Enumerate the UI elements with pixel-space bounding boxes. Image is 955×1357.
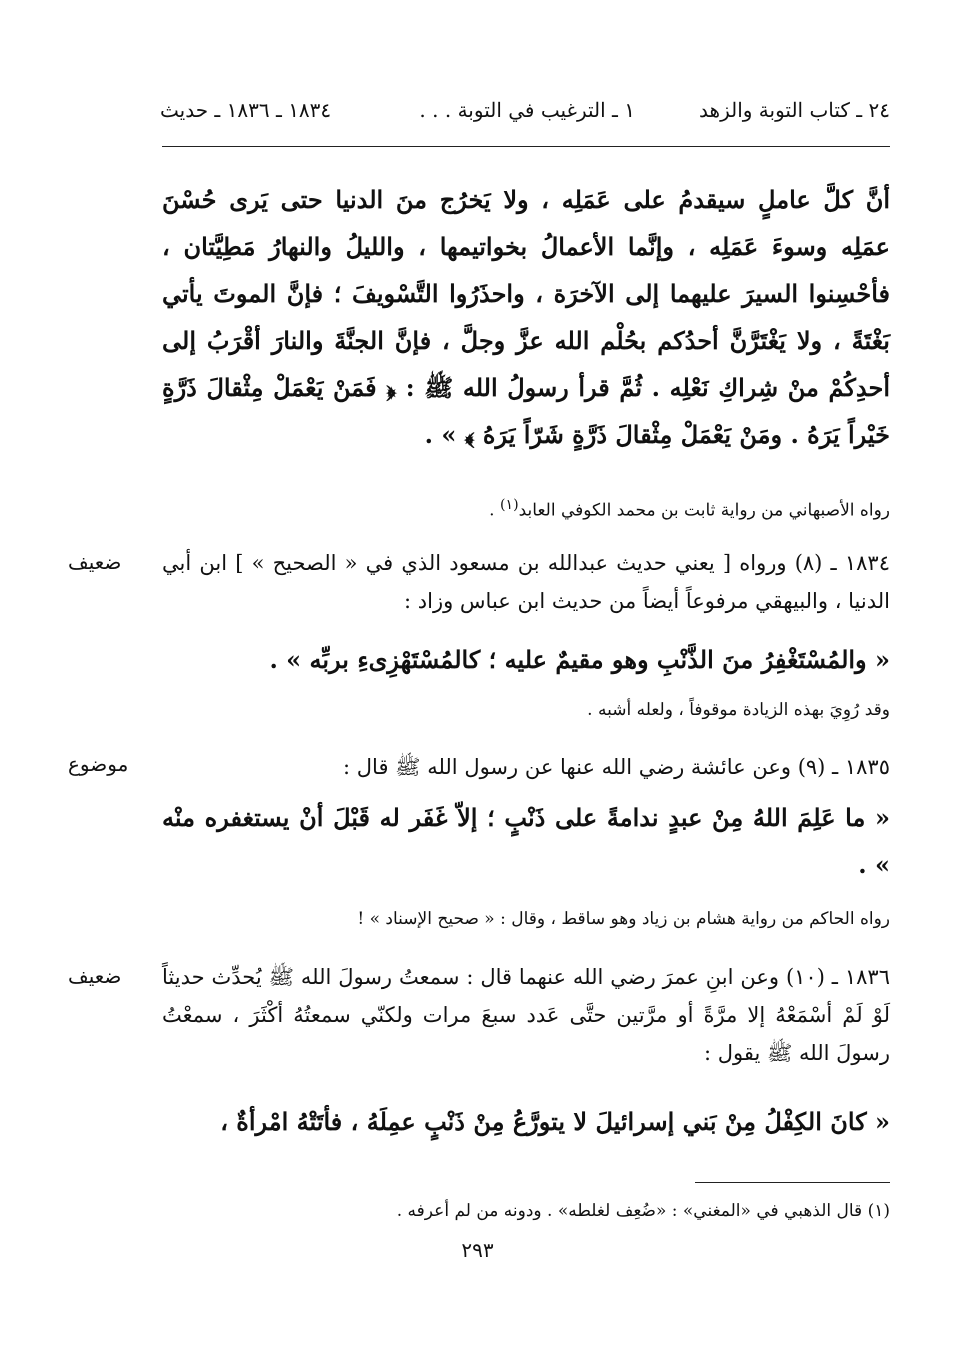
header-rule [162,146,890,147]
hadith-1834-text: « والمُسْتَغْفِرُ منَ الذَّنْبِ وهو مقيمٌ عليه ؛ كالمُسْتَهْزِىءِ بربِّه » . [269,645,890,674]
grade-1835: موضوع [68,752,129,776]
hadith-1836-intro: ١٨٣٦ ـ (١٠) وعن ابنِ عمرَ رضي الله عنهما قال : سمعتُ رسولَ الله ﷺ يُحدِّث حديثاً لَوْ لَمْ أسْمَعْهُ إلا مرَّةً أو مرَّتين حتَّى عَدد سبعَ مرات ولكنّي سمعتُهُ أكْثَرَ ، سمعْتُ رسولَ الله ﷺ يقول : [162,965,890,1065]
hadith-1834-intro: ١٨٣٤ ـ (٨) ورواه [ يعني حديث عبدالله بن مسعود الذي في « الصحيح » ] ابن أبي الدنيا ، والبيهقي مرفوعاً أيضاً من حديث ابن عباس وزاد : [162,551,890,613]
source-end: . [489,500,500,521]
hadith-1836-text: « كانَ الكِفْلُ مِنْ بَني إسرائيلَ لا يتورَّعُ مِنْ ذَنْبٍ عمِلَهُ ، فأتَتْهُ امْرأةٌ ، [220,1107,890,1136]
footnote-ref: (١) [499,497,519,513]
grade-1834: ضعيف [68,550,122,574]
running-header [160,98,890,132]
hadith-1834-note: وقد رُوِيَ بهذه الزيادة موقوفاً ، ولعله أشبه . [587,700,890,720]
hadith-1835-source: رواه الحاكم من رواية هشام بن زياد وهو ساقط ، وقال : « صحيح الإسناد » ! [357,909,890,929]
hadith-1835-text: « ما عَلِمَ اللهُ مِنْ عبدٍ ندامةً على ذَنْبٍ ؛ إلاّ غَفَر له قَبْلَ أنْ يستغفره منْه » . [162,803,890,879]
footnote-rule [695,1182,890,1183]
hadith-1835-intro: ١٨٣٥ ـ (٩) وعن عائشة رضي الله عنها عن رسول الله ﷺ قال : [343,755,890,779]
continuation-text: أنَّ كلَّ عاملٍ سيقدمُ على عَمَلِه ، ولا يَخرُج منَ الدنيا حتى يَرى حُسْنَ عمَلِه وسوءَ عَمَلِه ، وإنَّما الأعمالُ بخواتيمها ، والليلُ والنهارُ مَطِيَّتان ، فأحْسِنوا السيرَ عليهما إلى الآخرَة ، واحذَرُوا التَّسْويفَ ؛ فإنَّ الموتَ يأتي بَغْتَةً ، ولا يَغْتَرَّنَّ أحدُكم بحُلْم الله عزَّ وجلَّ ، فإنَّ الجنَّةَ والنارَ أقْرَبُ إلى أحدِكُمْ منْ شِراكِ نَعْلِه . ثُمَّ قرأ رسولُ الله ﷺ : ﴿ فَمَنْ يَعْمَلْ مِثْقالَ ذَرَّةٍ خَيْراً يَرَهُ . ومَنْ يَعْمَلْ مِثْقالَ ذَرَّةٍ شَرّاً يَرَهُ ﴾ » . [162,185,891,449]
continuation-source [162,490,890,526]
header-section: ١ ـ الترغيب في التوبة . . . [419,98,635,122]
header-chapter: ٢٤ ـ كتاب التوبة والزهد [699,98,890,122]
grade-1836: ضعيف [68,964,122,988]
source-text: رواه الأصبهاني من رواية ثابت بن محمد الكوفي العابد [518,500,890,521]
header-hadith-range: ١٨٣٤ ـ ١٨٣٦ ـ حديث [160,98,332,122]
page-number: ٢٩٣ [461,1238,494,1262]
footnote: (١) قال الذهبي في «المغني» : «ضُعِف لغلطه» . ودونه من لم أعرفه . [396,1201,890,1221]
